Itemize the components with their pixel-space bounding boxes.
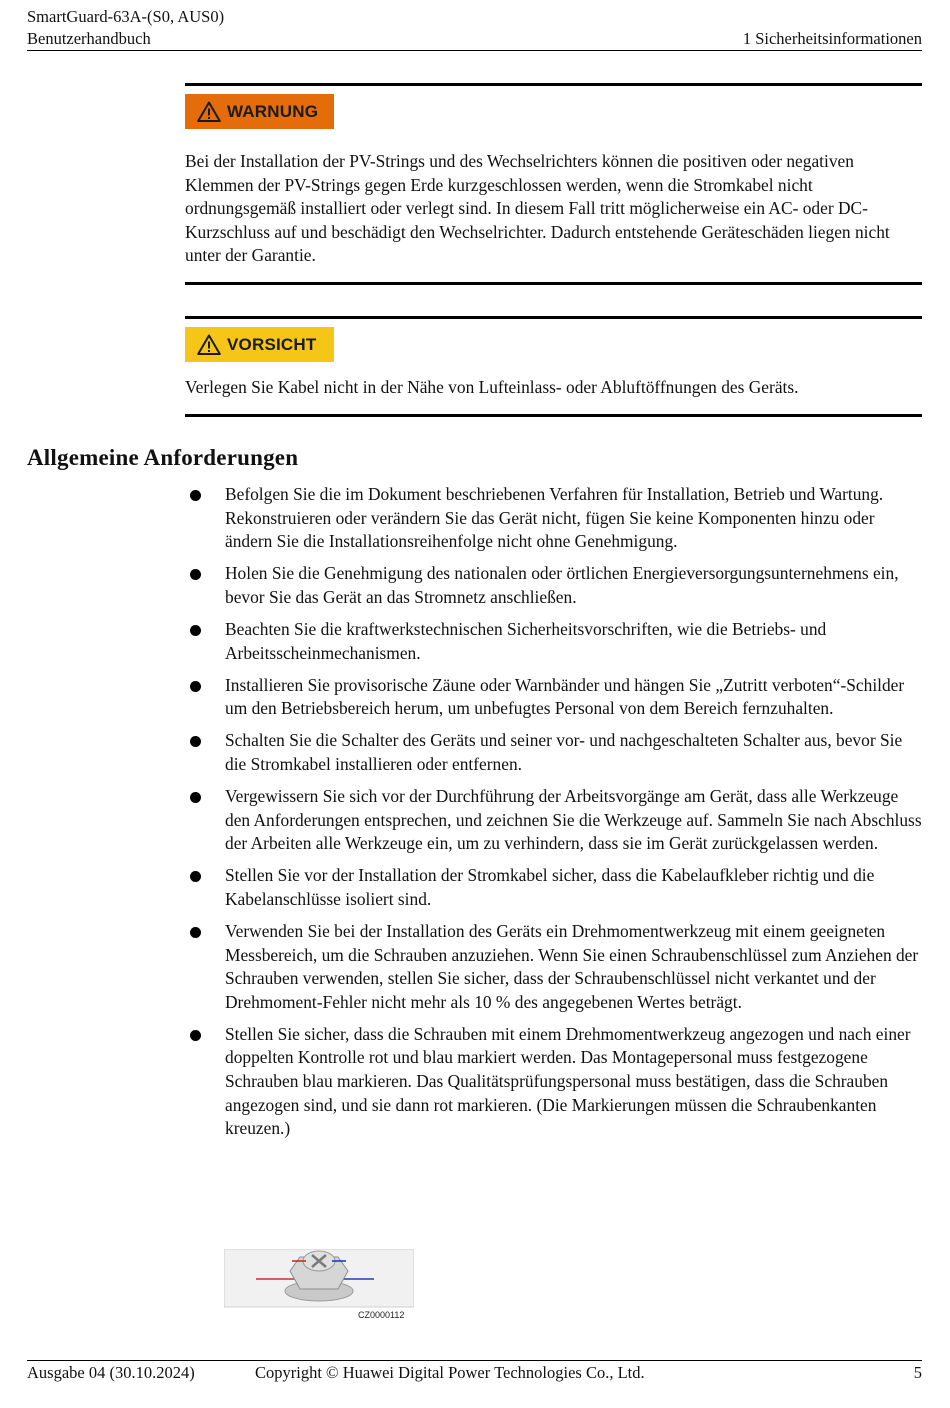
copyright-notice: Copyright © Huawei Digital Power Technologies Co., Ltd. (255, 1363, 645, 1382)
list-item (185, 483, 925, 554)
bullet-icon (190, 569, 201, 580)
list-item-text: Verwenden Sie bei der Installation des Geräts ein Drehmomentwerkzeug mit einem geeigneten Messbereich, um die Schrauben anzuziehen. Wenn Sie einen Schraubenschlüssel zum Anziehen der Schrauben verwenden, stellen Sie sicher, dass der Schraubenschlüssel nicht verkantet und der Drehmoment-Fehler nicht mehr als 10 % des angegebenen Wertes beträgt. (225, 921, 919, 1012)
section-title: Allgemeine Anforderungen (27, 445, 299, 470)
screw-marking-figure (224, 1249, 414, 1324)
bullet-icon (190, 490, 201, 501)
bullet-icon (190, 927, 201, 938)
page-number: 5 (913, 1363, 922, 1382)
bullet-icon (190, 736, 201, 747)
warning-triangle-icon (197, 101, 221, 122)
list-item-text: Stellen Sie vor der Installation der Stromkabel sicher, dass die Kabelaufkleber richtig und die Kabelanschlüsse isoliert sind. (225, 865, 875, 909)
chapter-title: 1 Sicherheitsinformationen (742, 29, 922, 48)
warning-badge (185, 94, 334, 129)
list-item (185, 729, 925, 776)
warning-notice (185, 83, 922, 285)
list-item-text: Vergewissern Sie sich vor der Durchführung der Arbeitsvorgänge am Gerät, dass alle Werkzeuge den Anforderungen entsprechen, und zeichnen Sie die Werkzeuge auf. Sammeln Sie nach Abschluss der Arbeiten alle Werkzeuge ein, um zu verhindern, dass sie im Gerät zurückgelassen werden. (225, 786, 922, 854)
list-item (185, 1023, 925, 1141)
list-item (185, 920, 925, 1014)
list-item (185, 562, 925, 609)
list-item-text: Stellen Sie sicher, dass die Schrauben mit einem Drehmomentwerkzeug angezogen und nach einer doppelten Kontrolle rot und blau markiert werden. Das Montagepersonal muss festgezogene Schrauben blau markieren. Das Qualitätsprüfungspersonal muss bestätigen, dass die Schrauben angezogen sind, und sie dann rot markieren. (Die Markierungen müssen die Schraubenkanten kreuzen.) (225, 1023, 911, 1139)
edition-info: Ausgabe 04 (30.10.2024) (27, 1363, 195, 1382)
notice-top-rule (185, 83, 922, 86)
list-item (185, 785, 925, 856)
list-item-text: Holen Sie die Genehmigung des nationalen oder örtlichen Energieversorgungsunternehmens ein, bevor Sie das Gerät an das Stromnetz anschließen. (225, 563, 899, 607)
product-name: SmartGuard-63A-(S0, AUS0) (27, 7, 225, 26)
list-item (185, 618, 925, 665)
requirements-list (185, 483, 925, 1149)
list-item-text: Beachten Sie die kraftwerkstechnischen Sicherheitsvorschriften, wie die Betriebs- und Arbeitsscheinmechanismen. (225, 618, 827, 663)
notice-top-rule (185, 316, 922, 319)
screw-illustration (224, 1249, 414, 1309)
bullet-icon (190, 1030, 201, 1041)
warning-text: Bei der Installation der PV-Strings und des Wechselrichters können die positiven oder negativen Klemmen der PV-Strings gegen Erde kurzgeschlossen werden, wenn die Stromkabel nicht ordnungsgemäß installiert oder verlegt sind. In diesem Fall tritt möglicherweise ein AC- oder DC-Kurzschluss auf und beschädigt den Wechselrichter. Dadurch entstehende Geräteschäden liegen nicht unter der Garantie. (185, 151, 890, 266)
caution-badge (185, 327, 334, 362)
list-item-text: Schalten Sie die Schalter des Geräts und seiner vor- und nachgeschalteten Schalter aus, bevor Sie die Stromkabel installieren oder entfernen. (225, 730, 903, 774)
notice-bottom-rule (185, 282, 922, 285)
figure-caption: CZ0000112 (358, 1310, 405, 1320)
bullet-icon (190, 681, 201, 692)
bullet-icon (190, 792, 201, 803)
document-type: Benutzerhandbuch (27, 29, 151, 48)
list-item-text: Befolgen Sie die im Dokument beschriebenen Verfahren für Installation, Betrieb und Wartung. Rekonstruieren oder verändern Sie das Gerät nicht, fügen Sie keine Komponenten hinzu oder ändern Sie die Installationsreihenfolge nicht ohne Genehmigung. (225, 484, 884, 552)
caution-text: Verlegen Sie Kabel nicht in der Nähe von Lufteinlass- oder Abluftöffnungen des Geräts. (185, 377, 799, 397)
header-divider (27, 50, 922, 51)
list-item (185, 864, 925, 911)
bullet-icon (190, 871, 201, 882)
list-item-text: Installieren Sie provisorische Zäune oder Warnbänder und hängen Sie „Zutritt verboten“-Schilder um den Betriebsbereich herum, um unbefugtes Personal von dem Bereich fernzuhalten. (225, 674, 905, 719)
bullet-icon (190, 625, 201, 636)
footer-divider (27, 1360, 922, 1361)
caution-label: VORSICHT (227, 334, 317, 354)
warning-label: WARNUNG (227, 101, 319, 121)
caution-notice (185, 316, 922, 417)
list-item (185, 674, 925, 721)
running-header (27, 6, 224, 50)
warning-triangle-icon (197, 334, 221, 355)
notice-bottom-rule (185, 414, 922, 417)
